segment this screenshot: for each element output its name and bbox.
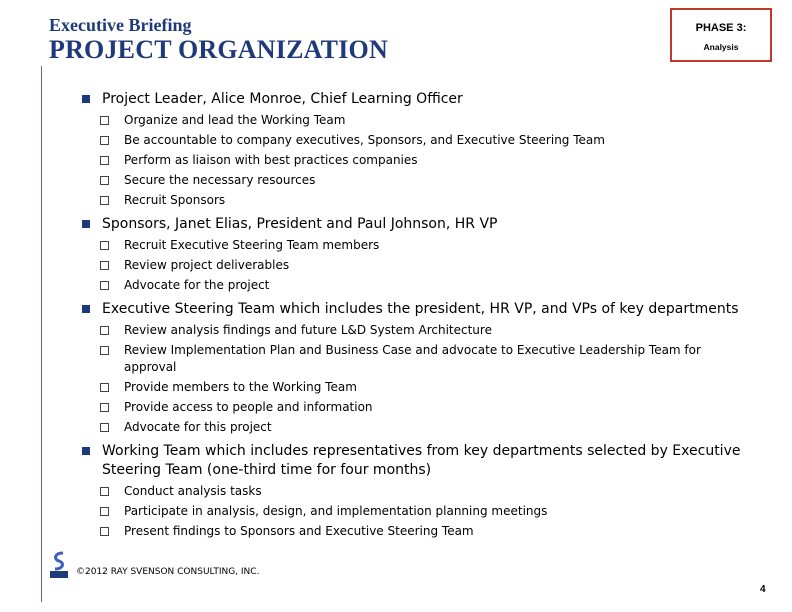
square-bullet-icon: [82, 447, 90, 455]
checkbox-bullet-icon: [100, 326, 109, 335]
checkbox-bullet-icon: [100, 346, 109, 355]
list-item-text: Review project deliverables: [124, 258, 290, 272]
section-heading: [82, 300, 772, 319]
list-item-text: Participate in analysis, design, and implementation planning meetings: [124, 504, 548, 518]
list-item-text: Be accountable to company executives, Sponsors, and Executive Steering Team: [124, 133, 605, 147]
sub-list: [82, 483, 772, 540]
page-title: PROJECT ORGANIZATION: [49, 35, 388, 64]
company-logo-icon: [49, 551, 69, 579]
checkbox-bullet-icon: [100, 156, 109, 165]
checkbox-bullet-icon: [100, 241, 109, 250]
list-item-text: Organize and lead the Working Team: [124, 113, 346, 127]
list-item: [98, 152, 738, 169]
left-divider: [41, 66, 42, 602]
checkbox-bullet-icon: [100, 527, 109, 536]
checkbox-bullet-icon: [100, 487, 109, 496]
section-heading: [82, 442, 772, 480]
phase-badge: [670, 8, 772, 62]
copyright-notice: ©2012 RAY SVENSON CONSULTING, INC.: [76, 567, 260, 577]
list-item-text: Conduct analysis tasks: [124, 484, 262, 498]
list-item-text: Advocate for the project: [124, 278, 270, 292]
list-item: [98, 277, 738, 294]
sub-list: [82, 112, 772, 209]
checkbox-bullet-icon: [100, 196, 109, 205]
section-heading-text: Project Leader, Alice Monroe, Chief Learning Officer: [102, 91, 463, 107]
list-item: [98, 257, 738, 274]
sub-list: [82, 322, 772, 436]
list-item: [98, 419, 738, 436]
page-number: 4: [760, 584, 766, 595]
square-bullet-icon: [82, 220, 90, 228]
checkbox-bullet-icon: [100, 383, 109, 392]
checkbox-bullet-icon: [100, 176, 109, 185]
list-item-text: Perform as liaison with best practices companies: [124, 153, 418, 167]
checkbox-bullet-icon: [100, 116, 109, 125]
checkbox-bullet-icon: [100, 423, 109, 432]
list-item-text: Secure the necessary resources: [124, 173, 316, 187]
square-bullet-icon: [82, 95, 90, 103]
section-sponsors: [82, 215, 772, 294]
checkbox-bullet-icon: [100, 261, 109, 270]
list-item: [98, 483, 738, 500]
section-working-team: [82, 442, 772, 540]
phase-label: PHASE 3:: [695, 22, 747, 34]
checkbox-bullet-icon: [100, 403, 109, 412]
square-bullet-icon: [82, 305, 90, 313]
list-item: [98, 503, 738, 520]
section-heading-text: Executive Steering Team which includes the president, HR VP, and VPs of key departments: [102, 301, 739, 317]
section-heading: [82, 90, 772, 109]
list-item: [98, 172, 738, 189]
list-item-text: Provide access to people and information: [124, 400, 373, 414]
list-item-text: Present findings to Sponsors and Executive Steering Team: [124, 524, 474, 538]
checkbox-bullet-icon: [100, 136, 109, 145]
briefing-subtitle: Executive Briefing: [49, 15, 192, 35]
list-item-text: Advocate for this project: [124, 420, 272, 434]
checkbox-bullet-icon: [100, 507, 109, 516]
section-project-leader: [82, 90, 772, 209]
checkbox-bullet-icon: [100, 281, 109, 290]
section-heading-text: Working Team which includes representatives from key departments selected by Executive Steering Team (one-third time for four months): [102, 443, 741, 478]
list-item: [98, 132, 738, 149]
list-item: [98, 192, 738, 209]
list-item-text: Recruit Sponsors: [124, 193, 226, 207]
list-item: [98, 399, 738, 416]
section-heading-text: Sponsors, Janet Elias, President and Paul Johnson, HR VP: [102, 216, 498, 232]
list-item: [98, 322, 738, 339]
content-area: [82, 90, 772, 546]
phase-name: Analysis: [703, 42, 739, 52]
list-item-text: Provide members to the Working Team: [124, 380, 357, 394]
list-item-text: Recruit Executive Steering Team members: [124, 238, 380, 252]
list-item: [98, 342, 738, 376]
section-heading: [82, 215, 772, 234]
section-executive-steering-team: [82, 300, 772, 436]
list-item: [98, 379, 738, 396]
list-item-text: Review analysis findings and future L&D System Architecture: [124, 323, 492, 337]
sub-list: [82, 237, 772, 294]
list-item: [98, 523, 738, 540]
list-item: [98, 112, 738, 129]
list-item-text: Review Implementation Plan and Business Case and advocate to Executive Leadership Team for approval: [124, 343, 701, 374]
list-item: [98, 237, 738, 254]
